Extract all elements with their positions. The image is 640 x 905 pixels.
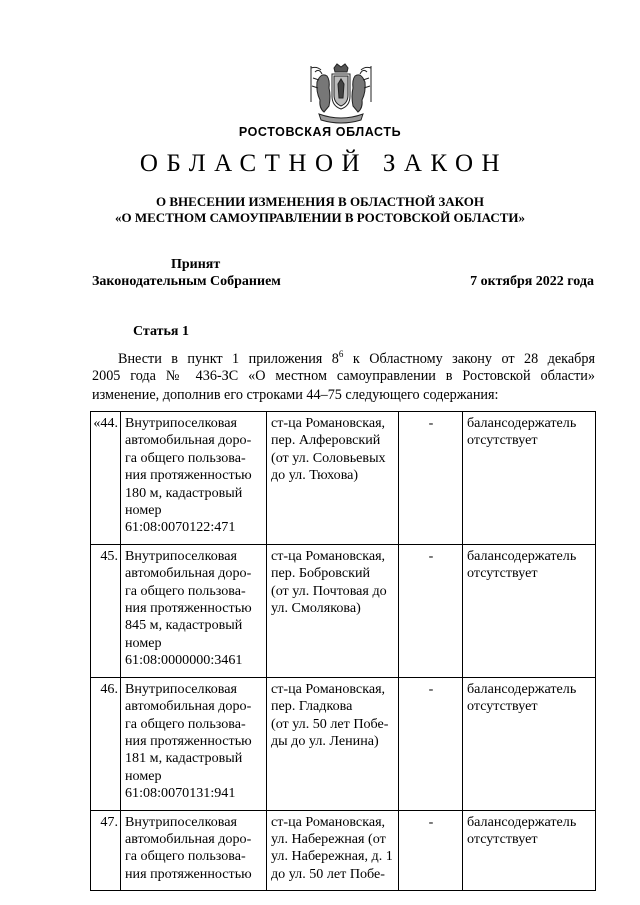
road-location: ст-ца Романовская, пер. Бобровский (от ул. Почтовая до ул. Смолякова) — [267, 544, 399, 677]
balance-holder: балансодержатель отсутствует — [463, 677, 596, 810]
table-row — [91, 544, 596, 677]
law-subtitle-line-1: О ВНЕСЕНИИ ИЗМЕНЕНИЯ В ОБЛАСТНОЙ ЗАКОН — [156, 194, 484, 209]
road-description: Внутрипоселковая автомобильная доро- га общего пользова- ния протяженностью 845 м, кадастровый номер 61:08:0000000:3461 — [121, 544, 267, 677]
empty-cell-dash: - — [399, 677, 463, 810]
article-paragraph-line-3: изменение, дополнив его строками 44–75 следующего содержания: — [92, 387, 499, 403]
adoption-date: 7 октября 2022 года — [470, 274, 594, 289]
article-paragraph-line-2: 2005 года № 436-ЗС «О местном самоуправлении в Ростовской области» — [92, 368, 595, 384]
empty-cell-dash: - — [399, 810, 463, 891]
row-number: 47. — [91, 810, 121, 891]
road-location: ст-ца Романовская, пер. Алферовский (от ул. Соловьевых до ул. Тюхова) — [267, 412, 399, 545]
adopted-label: Принят — [171, 257, 221, 272]
empty-cell-dash: - — [399, 544, 463, 677]
row-number: 46. — [91, 677, 121, 810]
law-subtitle-line-2: «О МЕСТНОМ САМОУПРАВЛЕНИИ В РОСТОВСКОЙ ОБЛАСТИ» — [115, 210, 525, 225]
table-row — [91, 677, 596, 810]
law-type-title: ОБЛАСТНОЙ ЗАКОН — [139, 150, 509, 177]
region-name: РОСТОВСКАЯ ОБЛАСТЬ — [238, 125, 402, 139]
road-description: Внутрипоселковая автомобильная доро- га общего пользова- ния протяженностью 180 м, кадастровый номер 61:08:0070122:471 — [121, 412, 267, 545]
article-paragraph-line-1 — [92, 349, 595, 368]
road-location: ст-ца Романовская, ул. Набережная (от ул. Набережная, д. 1 до ул. 50 лет Побе- — [267, 810, 399, 891]
empty-cell-dash: - — [399, 412, 463, 545]
article-title: Статья 1 — [133, 324, 189, 339]
row-number: «44. — [91, 412, 121, 545]
adopting-body: Законодательным Собранием — [92, 274, 281, 289]
coat-of-arms-icon — [307, 62, 375, 124]
road-location: ст-ца Романовская, пер. Гладкова (от ул. 50 лет Побе- ды до ул. Ленина) — [267, 677, 399, 810]
line1-after: к Областному закону от 28 декабря — [343, 351, 595, 367]
balance-holder: балансодержатель отсутствует — [463, 412, 596, 545]
balance-holder: балансодержатель отсутствует — [463, 810, 596, 891]
roads-table — [90, 411, 596, 891]
row-number: 45. — [91, 544, 121, 677]
balance-holder: балансодержатель отсутствует — [463, 544, 596, 677]
table-row — [91, 412, 596, 545]
road-description: Внутрипоселковая автомобильная доро- га общего пользова- ния протяженностью 181 м, кадастровый номер 61:08:0070131:941 — [121, 677, 267, 810]
line1-superscript: 6 — [338, 349, 344, 359]
line1-before: Внести в пункт 1 приложения 8 — [118, 351, 339, 367]
road-description: Внутрипоселковая автомобильная доро- га общего пользова- ния протяженностью — [121, 810, 267, 891]
table-row — [91, 810, 596, 891]
